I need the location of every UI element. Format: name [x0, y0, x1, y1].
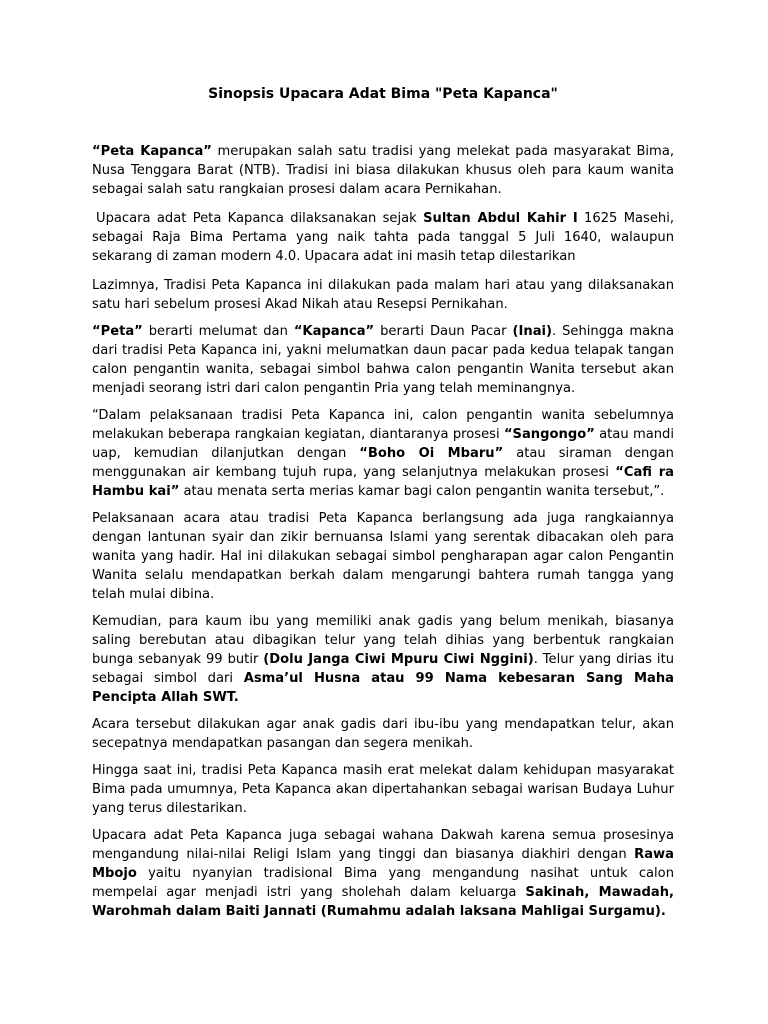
text-segment: . Sehingga makna dari tradisi Peta Kapanca ini, yakni melumatkan daun pacar pada kedua telapak tangan calon pengantin wanita, sebagai simbol bahwa calon pengantin Wanita tersebut akan menjadi seorang istri dari calon pengantin Pria yang telah meminangnya.	[92, 324, 675, 396]
text-segment: atau mandi uap, kemudian dilanjutkan dengan	[92, 427, 674, 461]
document-page	[92, 0, 674, 929]
bold-term: “Peta Kapanca”	[92, 144, 212, 159]
bold-term: “Cafi ra Hambu kai”	[92, 465, 674, 499]
bold-term: Asma’ul Husna atau 99 Nama kebesaran Sang Maha Pencipta Allah SWT.	[92, 671, 674, 705]
text-segment: Acara tersebut dilakukan agar anak gadis dari ibu-ibu yang mendapatkan telur, akan secepatnya mendapatkan pasangan dan segera menikah.	[92, 717, 674, 751]
paragraph-meaning	[92, 322, 674, 398]
paragraph-rituals	[92, 406, 674, 501]
text-segment: . Telur yang dirias itu sebagai simbol dari	[92, 652, 675, 686]
text-segment: yaitu nyanyian tradisional Bima yang mengandung nasihat untuk calon mempelai agar menjadi istri yang sholehah dalam keluarga	[92, 866, 674, 900]
bold-term: “Boho Oi Mbaru”	[359, 446, 504, 461]
bold-term: “Kapanca”	[293, 324, 375, 339]
text-segment: Upacara adat Peta Kapanca juga sebagai wahana Dakwah karena semua prosesinya mengandung nilai-nilai Religi Islam yang tinggi dan biasanya diakhiri dengan	[92, 828, 674, 862]
bold-term: Rawa Mbojo	[92, 847, 674, 881]
paragraph-eggs	[92, 612, 674, 707]
paragraph-implementation	[92, 509, 674, 604]
paragraph-purpose	[92, 715, 674, 753]
text-segment: berarti Daun Pacar	[374, 324, 513, 339]
bold-term: Sultan Abdul Kahir I	[423, 211, 578, 226]
text-segment: 1625 Masehi, sebagai Raja Bima Pertama yang naik tahta pada tanggal 5 Juli 1640, walaupun sekarang di zaman modern 4.0. Upacara adat ini masih tetap dilestarikan	[92, 211, 674, 264]
text-segment: Lazimnya, Tradisi Peta Kapanca ini dilakukan pada malam hari atau yang dilaksanakan satu hari sebelum prosesi Akad Nikah atau Resepsi Pernikahan.	[92, 278, 674, 312]
bold-term: (Dolu Janga Ciwi Mpuru Ciwi Nggini)	[263, 652, 534, 667]
bold-term: Sakinah, Mawadah, Warohmah dalam Baiti Jannati (Rumahmu adalah laksana Mahligai Surgamu).	[92, 885, 674, 919]
text-segment: Pelaksanaan acara atau tradisi Peta Kapanca berlangsung ada juga rangkaiannya dengan lantunan syair dan zikir bernuansa Islami yang serentak dibacakan oleh para wanita yang hadir. Hal ini dilakukan sebagai simbol pengharapan agar calon Pengantin Wanita selalu mendapatkan berkah dalam mengarungi bahtera rumah tangga yang telah mulai dibina.	[92, 511, 674, 602]
paragraph-history	[92, 209, 674, 266]
text-segment: merupakan salah satu tradisi yang melekat pada masyarakat Bima, Nusa Tenggara Barat (NTB). Tradisi ini biasa dilakukan khusus oleh para kaum wanita sebagai salah satu rangkaian prosesi dalam acara Pernikahan.	[92, 144, 674, 197]
document-title: Sinopsis Upacara Adat Bima "Peta Kapanca"	[208, 86, 558, 102]
paragraph-peta-kapanca-intro	[92, 142, 674, 199]
bold-term: “Sangongo”	[503, 427, 595, 442]
text-segment: atau siraman dengan menggunakan air kembang tujuh rupa, yang selanjutnya melakukan prosesi	[92, 446, 674, 480]
text-segment: atau menata serta merias kamar bagi calon pengantin wanita tersebut,”.	[179, 484, 665, 499]
paragraph-preservation	[92, 761, 674, 818]
text-segment: Hingga saat ini, tradisi Peta Kapanca masih erat melekat dalam kehidupan masyarakat Bima pada umumnya, Peta Kapanca akan dipertahankan sebagai warisan Budaya Luhur yang terus dilestarikan.	[92, 763, 674, 816]
text-segment: berarti melumat dan	[142, 324, 294, 339]
text-segment: Upacara adat Peta Kapanca dilaksanakan sejak	[96, 211, 424, 226]
text-segment: “Dalam pelaksanaan tradisi Peta Kapanca ini, calon pengantin wanita sebelumnya melakukan beberapa rangkaian kegiatan, diantaranya prosesi	[92, 408, 674, 442]
paragraph-timing	[92, 276, 674, 314]
paragraph-dakwah	[92, 826, 674, 921]
bold-term: (Inai)	[512, 324, 553, 339]
bold-term: “Peta”	[92, 324, 143, 339]
text-segment: Kemudian, para kaum ibu yang memiliki anak gadis yang belum menikah, biasanya saling berebutan atau dibagikan telur yang telah dihias yang berbentuk rangkaian bunga sebanyak 99 butir	[92, 614, 674, 667]
